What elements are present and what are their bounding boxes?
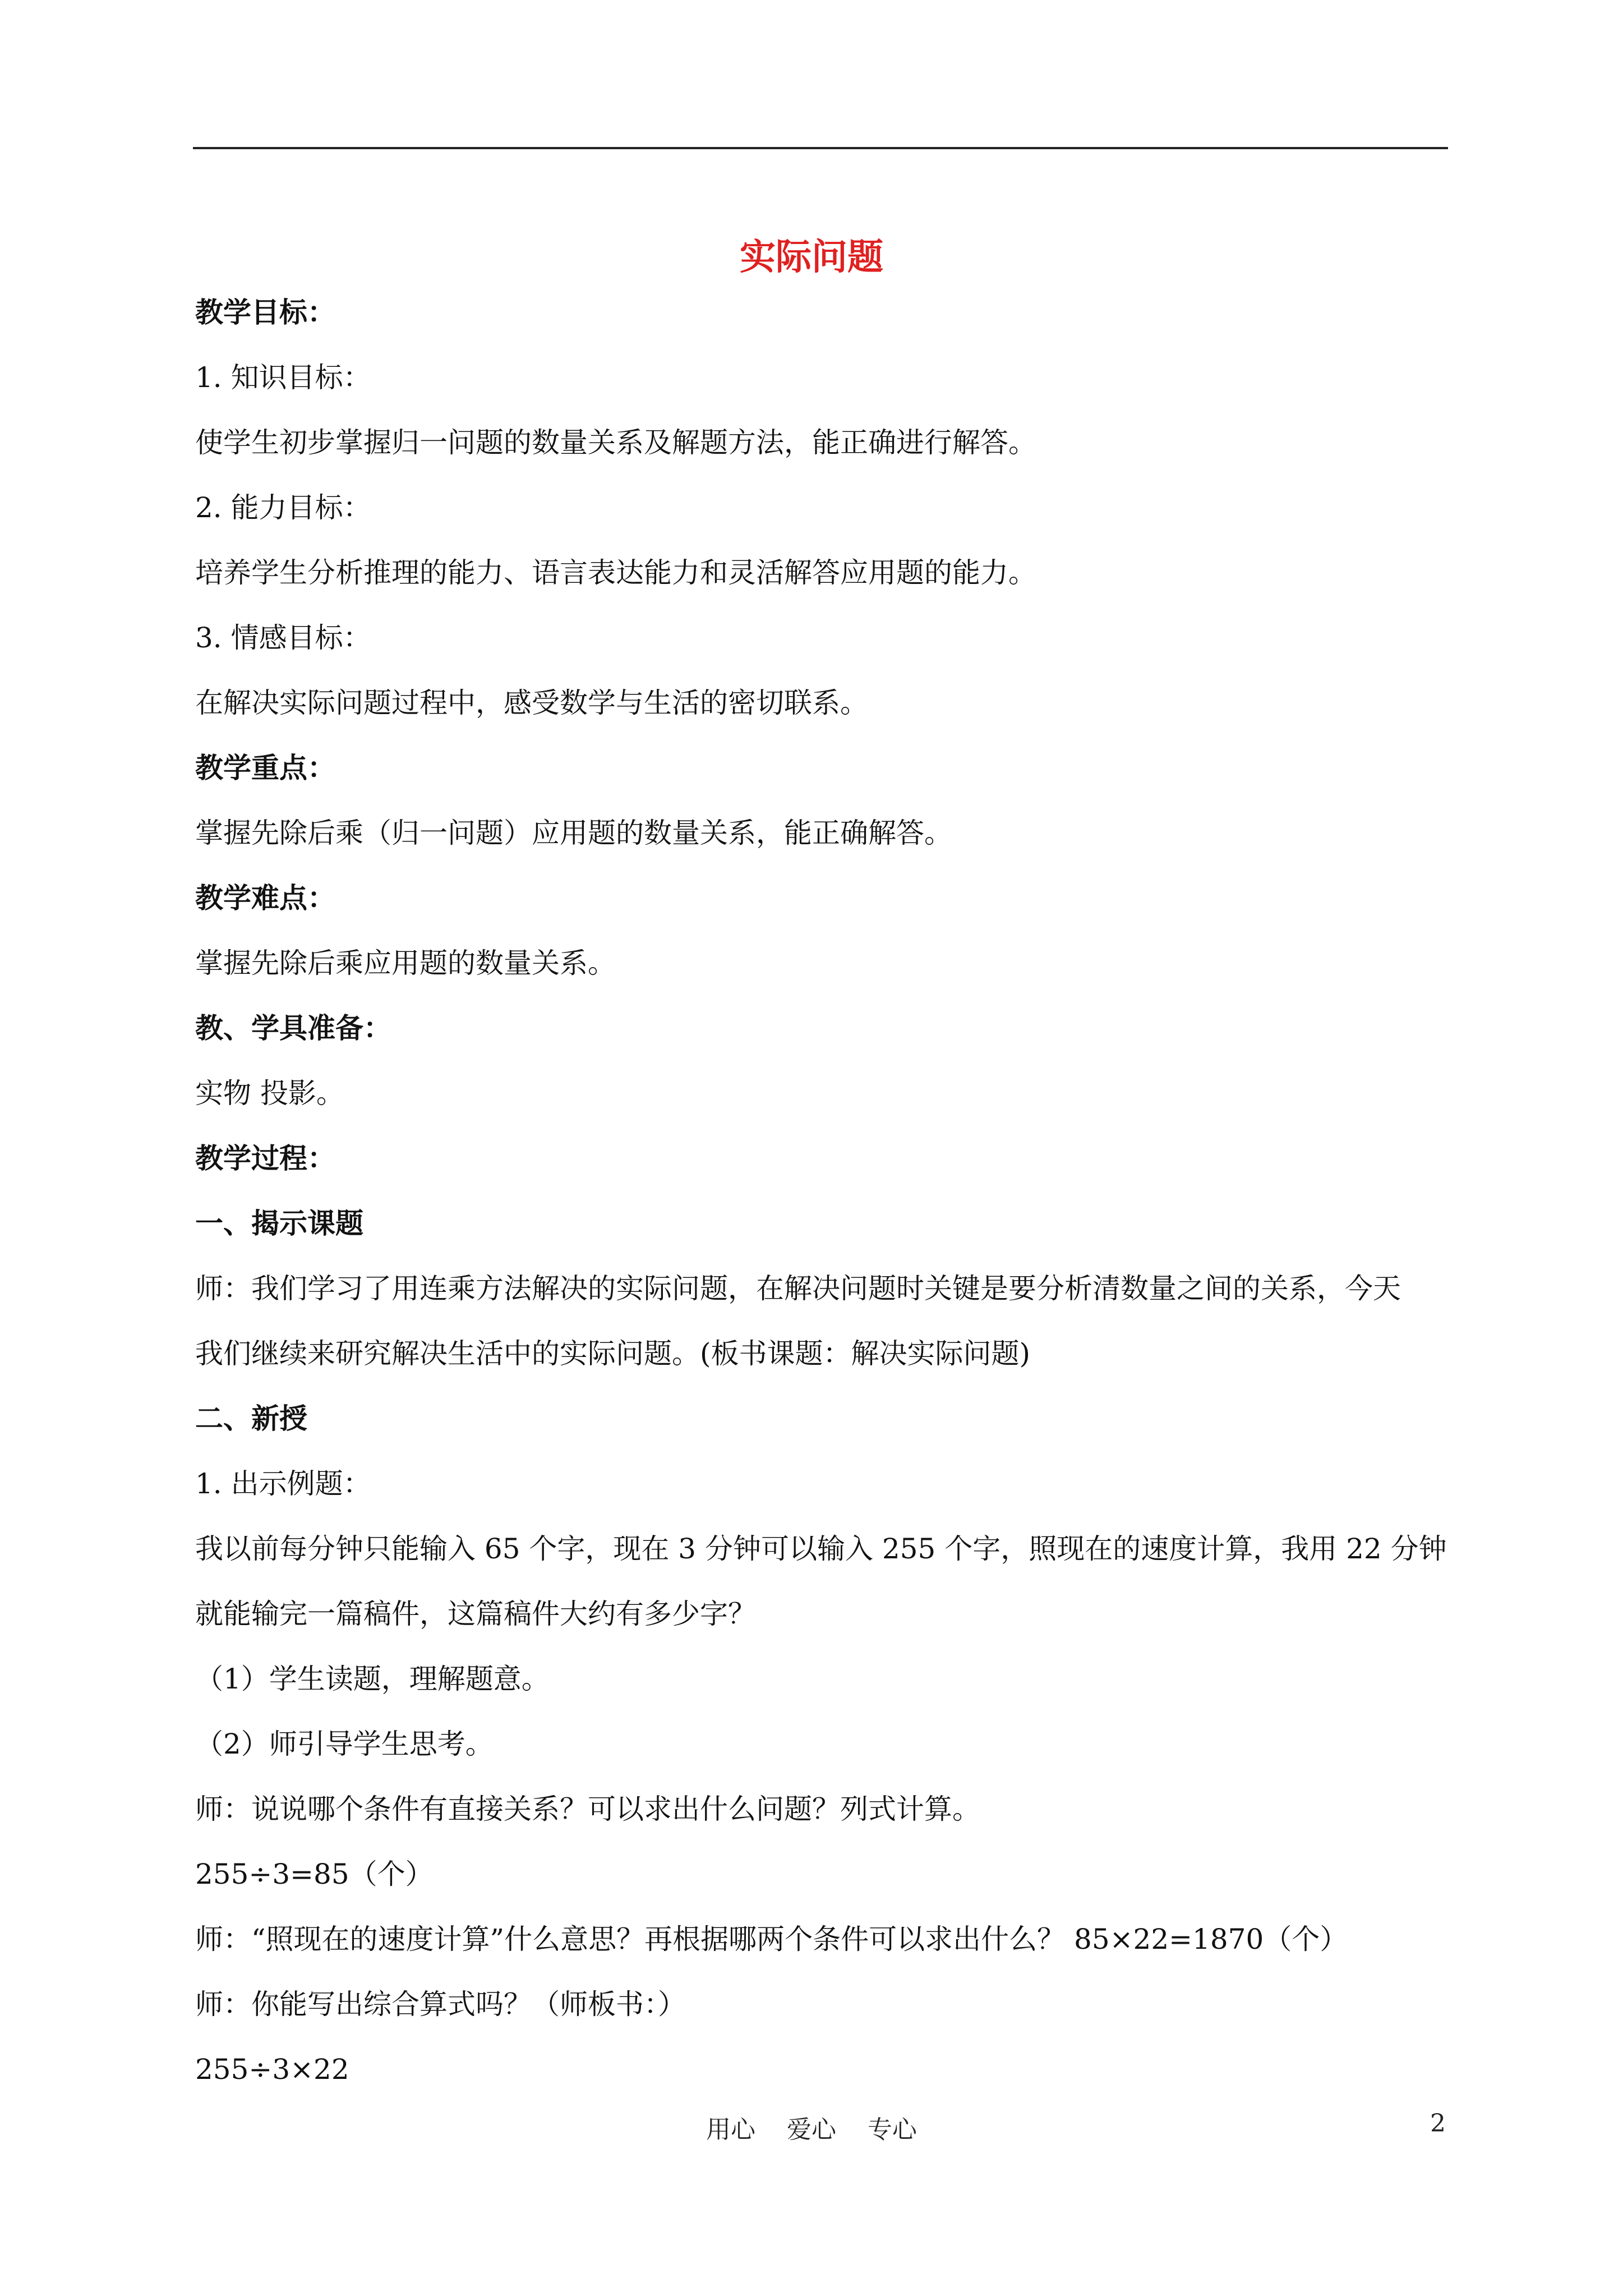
body-line: 就能输完一篇稿件，这篇稿件大约有多少字？ (195, 1598, 756, 1630)
body-line: 二、新授 (195, 1402, 307, 1435)
body-line: 教学难点： (195, 881, 335, 914)
body-line: 教、学具准备： (195, 1011, 391, 1045)
body-line: （2）师引导学生思考。 (195, 1728, 494, 1760)
body-line: 使学生初步掌握归一问题的数量关系及解题方法，能正确进行解答。 (195, 426, 1036, 459)
body-line: 掌握先除后乘应用题的数量关系。 (195, 947, 616, 979)
body-line: 1. 知识目标： (195, 361, 371, 394)
body-line: （1）学生读题，理解题意。 (195, 1663, 550, 1695)
body-line: 掌握先除后乘（归一问题）应用题的数量关系，能正确解答。 (195, 817, 952, 849)
body-line: 师：你能写出综合算式吗？（师板书：） (195, 1988, 686, 2021)
body-line: 我们继续来研究解决生活中的实际问题。(板书课题：解决实际问题) (195, 1337, 1031, 1370)
body-line: 教学目标： (195, 296, 335, 329)
header-rule (193, 147, 1448, 149)
document-body (195, 298, 1449, 2120)
body-line: 师：说说哪个条件有直接关系？可以求出什么问题？列式计算。 (195, 1793, 980, 1825)
document-title: 实际问题 (740, 236, 883, 278)
body-line: 实物 投影。 (195, 1077, 344, 1110)
body-line: 1. 出示例题： (195, 1467, 371, 1500)
body-line: 师：我们学习了用连乘方法解决的实际问题，在解决问题时关键是要分析清数量之间的关系，今天 (195, 1272, 1401, 1305)
body-line: 255÷3=85（个） (195, 1858, 434, 1890)
body-line: 3. 情感目标： (195, 622, 371, 654)
page-number: 2 (1430, 2109, 1446, 2138)
footer-motto: 用心 爱心 专心 (706, 2115, 917, 2144)
body-line: 教学重点： (195, 751, 335, 784)
body-line: 培养学生分析推理的能力、语言表达能力和灵活解答应用题的能力。 (195, 556, 1036, 589)
body-line: 师：“照现在的速度计算”什么意思？再根据哪两个条件可以求出什么？ 85×22=1870（个） (195, 1923, 1348, 1955)
body-line: 在解决实际问题过程中，感受数学与生活的密切联系。 (195, 687, 868, 719)
body-line: 教学过程： (195, 1142, 335, 1175)
body-line: 255÷3×22 (195, 2053, 349, 2086)
body-line: 我以前每分钟只能输入 65 个字，现在 3 分钟可以输入 255 个字，照现在的速度计算，我用 22 分钟 (195, 1533, 1447, 1565)
body-line: 2. 能力目标： (195, 491, 371, 524)
body-line: 一、揭示课题 (195, 1207, 363, 1240)
